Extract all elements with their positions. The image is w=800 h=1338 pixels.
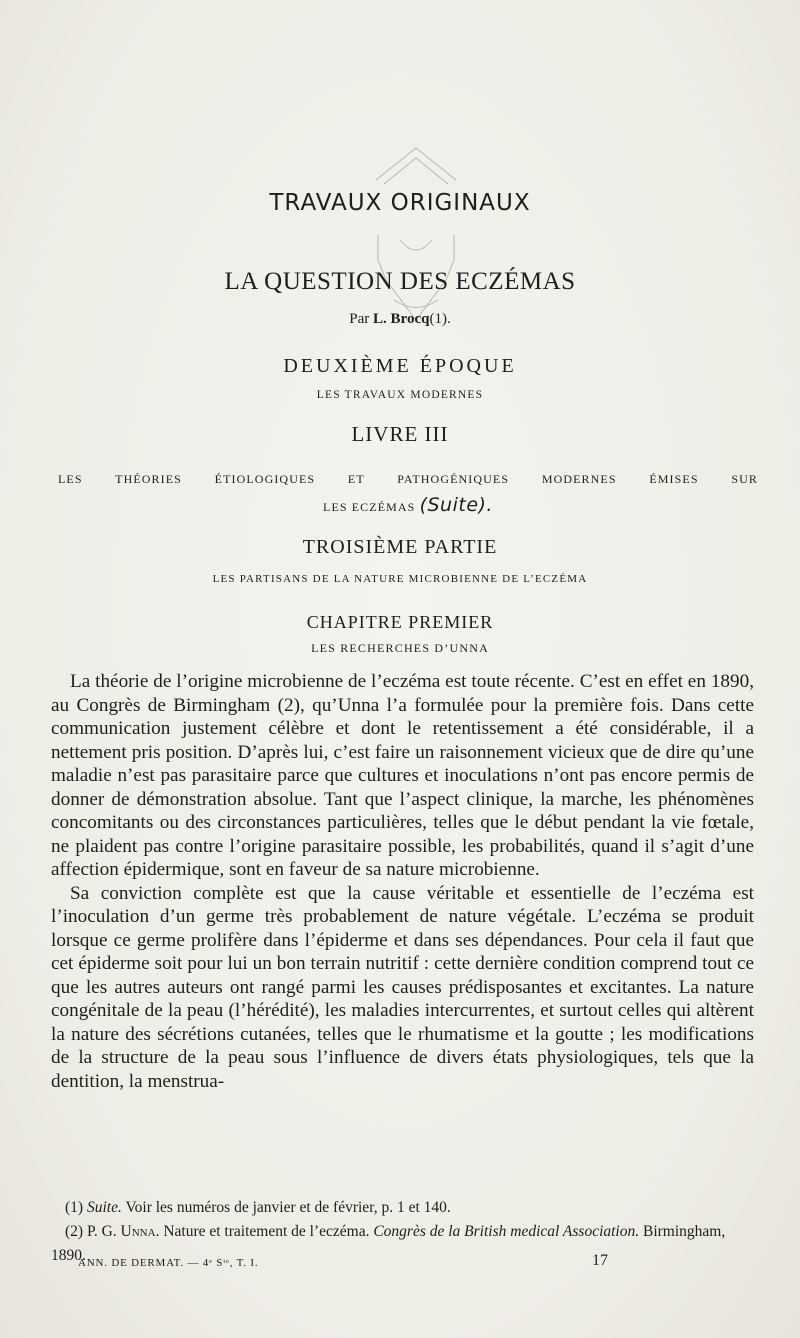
author-name: L. Brocq: [373, 311, 430, 327]
author-note-marker: (1).: [429, 311, 451, 327]
footnote-2-marker: (2) P. G.: [65, 1223, 117, 1240]
livre-subheading: [58, 466, 758, 520]
section-title: TRAVAUX ORIGINAUX: [269, 190, 531, 216]
footnote-1-marker: (1): [65, 1199, 84, 1216]
journal-footer: ANN. DE DERMAT. — 4ᵉ Sᵗᵉ, T. I.: [78, 1257, 259, 1269]
partie-subheading: LES PARTISANS DE LA NATURE MICROBIENNE DE L’ECZÉMA: [212, 573, 588, 585]
library-stamp-icon: [356, 140, 476, 330]
livre-heading: LIVRE III: [351, 422, 449, 446]
footnote-2-end: Birmingham, 1890.: [51, 1223, 726, 1264]
footnote-1-italic: Suite.: [86, 1199, 122, 1216]
footnote-1-text: Voir les numéros de janvier et de février, p. 1 et 140.: [125, 1199, 451, 1216]
paragraph-2: Sa conviction complète est que la cause véritable et essentielle de l’eczéma est l’inoculation d’un germe très probablement de nature végétale. L’eczéma se produit lorsque ce germe prolifère dans l’épiderme et dans ses dépendances. Pour cela il faut que cet épiderme soit pour lui un bon terrain nutritif : cette dernière condition comprend tout ce que les autres auteurs ont rangé parmi les causes prédisposantes et excitantes. La nature congénitale de la peau (l’hérédité), les maladies intercurrentes, et surtout celles qui altèrent la nature des sécrétions cutanées, telles que le rhumatisme et la goutte ; les modifications de la structure de la peau sous l’influence de divers états physiologiques, tels que la dentition, la menstrua-: [51, 882, 754, 1092]
author-line: [0, 311, 800, 328]
livre-subheading-eczemas: LES ECZÉMAS: [323, 500, 416, 514]
livre-subheading-line1: LES THÉORIES ÉTIOLOGIQUES ET PATHOGÉNIQUES MODERNES ÉMISES SUR: [58, 472, 758, 486]
footnote-2-italic: Congrès de la British medical Association.: [373, 1223, 640, 1240]
epoque-heading: DEUXIÈME ÉPOQUE: [283, 355, 517, 377]
footnote-1: [51, 1196, 754, 1220]
chapitre-subheading: LES RECHERCHES D’UNNA: [311, 641, 489, 655]
chapitre-heading: CHAPITRE PREMIER: [306, 612, 494, 632]
epoque-subheading: LES TRAVAUX MODERNES: [316, 389, 484, 401]
body-text: [51, 670, 754, 1093]
footnote-2-author: Unna.: [120, 1223, 160, 1240]
footnote-2-text: Nature et traitement de l’eczéma.: [163, 1223, 370, 1240]
partie-heading: TROISIÈME PARTIE: [302, 536, 498, 558]
livre-subheading-suite: (Suite).: [419, 494, 493, 516]
paragraph-1: La théorie de l’origine microbienne de l’eczéma est toute récente. C’est en effet en 1890, au Congrès de Birmingham (2), qu’Unna l’a formulée pour la première fois. Dans cette communication justement célèbre et dont le retentissement a été considérable, il a nettement pris position. D’après lui, c’est faire un raisonnement vicieux que de dire qu’une maladie n’est pas parasitaire parce que cultures et inoculations n’ont pas encore permis de donner de démonstration absolue. Tant que l’aspect clinique, la marche, les phénomènes concomitants ou des circonstances particulières, telles que le début pendant la vie fœtale, ne plaident pas contre l’origine parasitaire possible, les probabilités, quand il s’agit d’une affection épidermique, sont en faveur de sa nature microbienne.: [51, 671, 754, 880]
page-number: 17: [592, 1252, 608, 1269]
article-title: LA QUESTION DES ECZÉMAS: [224, 268, 576, 295]
livre-subheading-line2: [58, 492, 758, 520]
author-prefix: Par: [349, 311, 370, 327]
